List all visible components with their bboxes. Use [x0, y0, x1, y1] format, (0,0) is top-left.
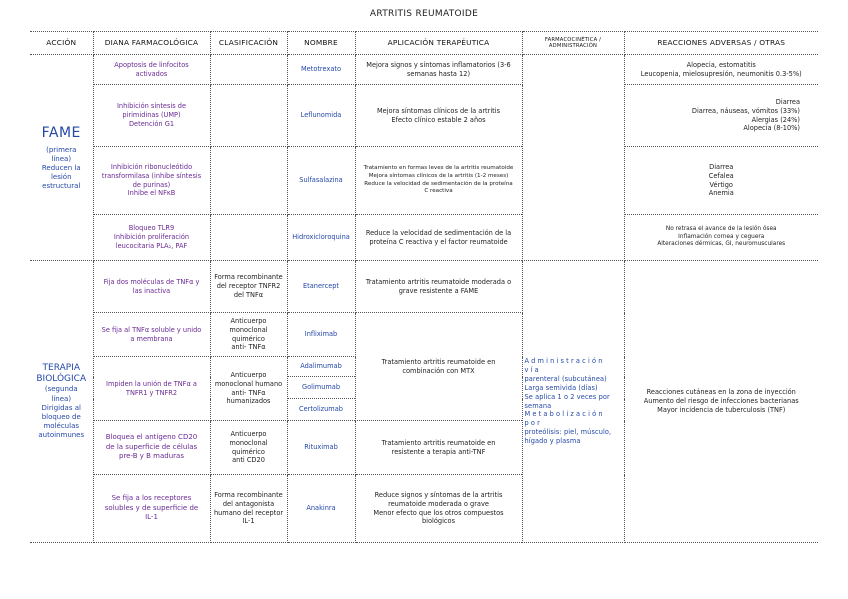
diana-text: Se fija al TNFα soluble y unido — [101, 325, 202, 334]
farmaco-text: Se aplica 1 o 2 veces por — [524, 392, 610, 401]
reacciones-cell — [624, 85, 818, 147]
aplicacion-text: Mejora signos y síntomas inflamatorios (3-6 — [366, 60, 511, 69]
reacciones-text: Alteraciones dérmicas, GI, neuromusculares — [657, 241, 786, 248]
clasificacion-text: humanizados — [226, 397, 271, 406]
reacciones-text: Reacciones cutáneas en la zona de inyección — [646, 388, 796, 397]
reacciones-text: No retrasa el avance de la lesión ósea — [665, 225, 777, 232]
table-row — [30, 55, 818, 85]
category-fame — [30, 55, 93, 261]
aplicacion-text: reumatoide moderada o grave — [388, 499, 489, 508]
drug-table — [30, 31, 818, 543]
diana-text: leucocitaria PLA₂, PAF — [115, 241, 188, 250]
category-fame-sub: (primera — [46, 145, 77, 154]
diana-cell — [93, 55, 210, 85]
clasificacion-cell — [210, 313, 287, 357]
aplicacion-text: Menor efecto que los otros compuestos — [373, 508, 504, 517]
clasificacion-text: Forma recombinante — [214, 273, 283, 282]
drug-name: Hidroxicloroquina — [287, 215, 355, 261]
drug-name: Etanercept — [287, 261, 355, 313]
category-biologica-sub: autoinmunes — [38, 430, 85, 439]
reacciones-text: Alopecia, estomatitis — [686, 60, 756, 69]
diana-text: Fija dos moléculas de TNFα y — [103, 277, 200, 286]
aplicacion-text: Reduce la velocidad de sedimentación de la — [365, 228, 512, 237]
reacciones-text: Diarrea, náuseas, vómitos (33%) — [691, 106, 800, 115]
category-biologica-name: TERAPIA — [42, 362, 80, 373]
farmaco-text: hígado y plasma — [524, 437, 581, 446]
aplicacion-text: Efecto clínico estable 2 años — [391, 115, 486, 124]
farmaco-text: Metabolización por — [524, 410, 605, 428]
diana-text: a membrana — [130, 334, 173, 343]
reacciones-cell — [624, 215, 818, 261]
clasificacion-cell — [210, 85, 287, 147]
reacciones-text: Leucopenia, mielosupresión, neumonitis 0.3-5%) — [640, 69, 802, 78]
farmaco-cell-biologica — [522, 261, 624, 543]
drug-name: Adalimumab — [287, 357, 355, 377]
clasificacion-text: humano del receptor — [213, 508, 284, 517]
drug-name: Sulfasalazina — [287, 147, 355, 215]
reacciones-text: Vértigo — [709, 180, 733, 189]
diana-cell — [93, 85, 210, 147]
drug-name: Rituximab — [287, 421, 355, 475]
table-row — [30, 215, 818, 261]
diana-cell — [93, 357, 210, 421]
reacciones-text: Alergias (24%) — [751, 115, 800, 124]
aplicacion-cell — [355, 85, 522, 147]
diana-text: solubles y de superficie de — [104, 503, 199, 512]
clasificacion-text: Forma recombinante — [214, 490, 283, 499]
diana-text: Bloqueo TLR9 — [128, 224, 175, 233]
aplicacion-cell-group — [355, 313, 522, 421]
category-fame-name: FAME — [41, 124, 81, 141]
aplicacion-text: combinación con MTX — [402, 366, 475, 375]
diana-text: transformilasa (inhibe síntesis — [101, 171, 202, 180]
clasificacion-cell — [210, 55, 287, 85]
aplicacion-text: C reactiva — [424, 188, 453, 195]
diana-text: Inhibición ribonucleótido — [110, 162, 193, 171]
table-row — [30, 147, 818, 215]
drug-name: Anakinra — [287, 475, 355, 543]
clasificacion-text: monoclonal humano — [214, 379, 283, 388]
farmaco-cell-fame — [522, 55, 624, 261]
aplicacion-text: Reduce la velocidad de sedimentación de la proteína — [364, 180, 513, 187]
header-diana: DIANA FARMACOLÓGICA — [93, 32, 210, 55]
aplicacion-text: biológicos — [421, 517, 456, 526]
drug-name: Metotrexato — [287, 55, 355, 85]
diana-text: las inactiva — [132, 286, 171, 295]
drug-name: Infliximab — [287, 313, 355, 357]
reacciones-cell — [624, 147, 818, 215]
reacciones-text: Mayor incidencia de tuberculosis (TNF) — [657, 405, 786, 414]
diana-text: Impiden la unión de TNFα a — [106, 379, 197, 388]
aplicacion-text: Tratamiento artritis reumatoide moderada o — [365, 277, 512, 286]
diana-text: Detención G1 — [128, 119, 175, 128]
clasificacion-cell — [210, 215, 287, 261]
clasificacion-text: del receptor TNFR2 — [216, 282, 281, 291]
aplicacion-text: semanas hasta 12) — [406, 69, 471, 78]
diana-text: pirimidinas (UMP) — [122, 111, 181, 120]
diana-text: IL-1 — [145, 513, 158, 522]
aplicacion-text: Tratamiento artritis reumatoide en — [381, 438, 496, 447]
diana-text: Inhibe el NFκB — [127, 189, 176, 198]
aplicacion-cell — [355, 147, 522, 215]
diana-text: TNFR1 y TNFR2 — [125, 388, 178, 397]
clasificacion-text: Anticuerpo — [230, 316, 267, 325]
diana-text: pre-B y B maduras — [119, 452, 184, 461]
clasificacion-text: anti- TNFα — [231, 388, 266, 397]
category-fame-sub: lesión — [50, 172, 72, 181]
table-row — [30, 85, 818, 147]
category-fame-sub: estructural — [42, 182, 81, 191]
clasificacion-text: anti- TNFα — [231, 343, 266, 352]
farmaco-text: proteólisis: piel, músculo, — [524, 428, 612, 437]
reacciones-text: Inflamación cornea y ceguera — [678, 233, 765, 240]
diana-text: Inhibición proliferación — [113, 233, 190, 242]
category-biologica-sub: (segunda — [44, 385, 78, 394]
clasificacion-text: anti CD20 — [232, 456, 265, 465]
header-farmaco: FARMACOCINÉTICA / ADMINISTRACIÓN — [522, 32, 624, 55]
diana-text: Apoptosis de linfocitos — [114, 60, 189, 69]
reacciones-text: Anemia — [708, 189, 734, 198]
header-clasificacion: CLASIFICACIÓN — [210, 32, 287, 55]
diana-text: Inhibición síntesis de — [116, 102, 187, 111]
diana-text: de purinas) — [132, 180, 171, 189]
header-row — [30, 32, 818, 55]
clasificacion-text: monoclonal quimérico — [229, 438, 268, 456]
reacciones-text: Diarrea — [709, 162, 734, 171]
reacciones-text: Aumento del riesgo de infecciones bacterianas — [643, 397, 799, 406]
category-biologica-sub: Dirigidas al — [41, 403, 81, 412]
category-biologica-sub: línea) — [51, 394, 72, 403]
reacciones-text: Cefalea — [708, 171, 734, 180]
drug-name: Golimumab — [287, 377, 355, 399]
category-fame-sub: línea) — [51, 154, 72, 163]
aplicacion-cell — [355, 475, 522, 543]
clasificacion-cell — [210, 421, 287, 475]
farmaco-text: Larga semivida (días) — [524, 383, 598, 392]
clasificacion-cell — [210, 475, 287, 543]
header-nombre: NOMBRE — [287, 32, 355, 55]
reacciones-text: Alopecia (8-10%) — [743, 124, 800, 133]
diana-text: activados — [135, 69, 168, 78]
aplicacion-text: Reduce signos y síntomas de la artritis — [374, 490, 503, 499]
aplicacion-text: Mejora síntomas clínicos de la artritis (1-2 meses) — [368, 172, 509, 179]
page-title: ARTRITIS REUMATOIDE — [369, 9, 479, 19]
table-row — [30, 261, 818, 313]
aplicacion-text: Mejora síntomas clínicos de la artritis — [376, 106, 501, 115]
clasificacion-cell — [210, 357, 287, 421]
clasificacion-text: del TNFα — [233, 290, 264, 299]
diana-cell — [93, 313, 210, 357]
aplicacion-text: Tratamiento artritis reumatoide en — [381, 357, 496, 366]
category-biologica-sub: moléculas — [43, 421, 80, 430]
aplicacion-cell — [355, 215, 522, 261]
category-biologica-name: BIOLÓGICA — [36, 374, 87, 385]
clasificacion-text: Anticuerpo — [230, 429, 267, 438]
clasificacion-cell — [210, 147, 287, 215]
reacciones-text: Diarrea — [775, 97, 800, 106]
clasificacion-text: monoclonal quimérico — [229, 325, 268, 343]
clasificacion-text: IL-1 — [242, 517, 255, 526]
reacciones-cell — [624, 55, 818, 85]
diana-cell — [93, 475, 210, 543]
diana-text: de la superficie de células — [105, 442, 198, 451]
aplicacion-text: proteína C reactiva y el factor reumatoide — [369, 237, 508, 246]
farmaco-text: parenteral (subcutánea) — [524, 374, 607, 383]
diana-text: Bloquea el antígeno CD20 — [105, 433, 198, 442]
clasificacion-text: del antagonista — [222, 499, 275, 508]
clasificacion-text: Anticuerpo — [230, 370, 267, 379]
diana-cell — [93, 215, 210, 261]
diana-cell — [93, 421, 210, 475]
category-fame-sub: Reducen la — [41, 163, 81, 172]
header-reacciones: REACCIONES ADVERSAS / OTRAS — [624, 32, 818, 55]
aplicacion-text: grave resistente a FAME — [398, 286, 479, 295]
header-aplicacion: APLICACIÓN TERAPÉUTICA — [355, 32, 522, 55]
aplicacion-text: resistente a terapia anti-TNF — [391, 447, 486, 456]
diana-text: Se fija a los receptores — [111, 494, 192, 503]
aplicacion-text: Tratamiento en formas leves de la artritis reumatoide — [363, 165, 514, 172]
clasificacion-cell — [210, 261, 287, 313]
category-biologica — [30, 261, 93, 543]
category-biologica-sub: bloqueo de — [41, 412, 81, 421]
diana-cell — [93, 147, 210, 215]
reacciones-cell-biologica — [624, 261, 818, 543]
drug-name: Certolizumab — [287, 399, 355, 421]
header-accion: ACCIÓN — [30, 32, 93, 55]
farmaco-text: semana — [524, 401, 552, 410]
drug-name: Leflunomida — [287, 85, 355, 147]
farmaco-text: Administración vía — [524, 357, 605, 374]
aplicacion-cell — [355, 55, 522, 85]
aplicacion-cell — [355, 421, 522, 475]
aplicacion-cell — [355, 261, 522, 313]
diana-cell — [93, 261, 210, 313]
